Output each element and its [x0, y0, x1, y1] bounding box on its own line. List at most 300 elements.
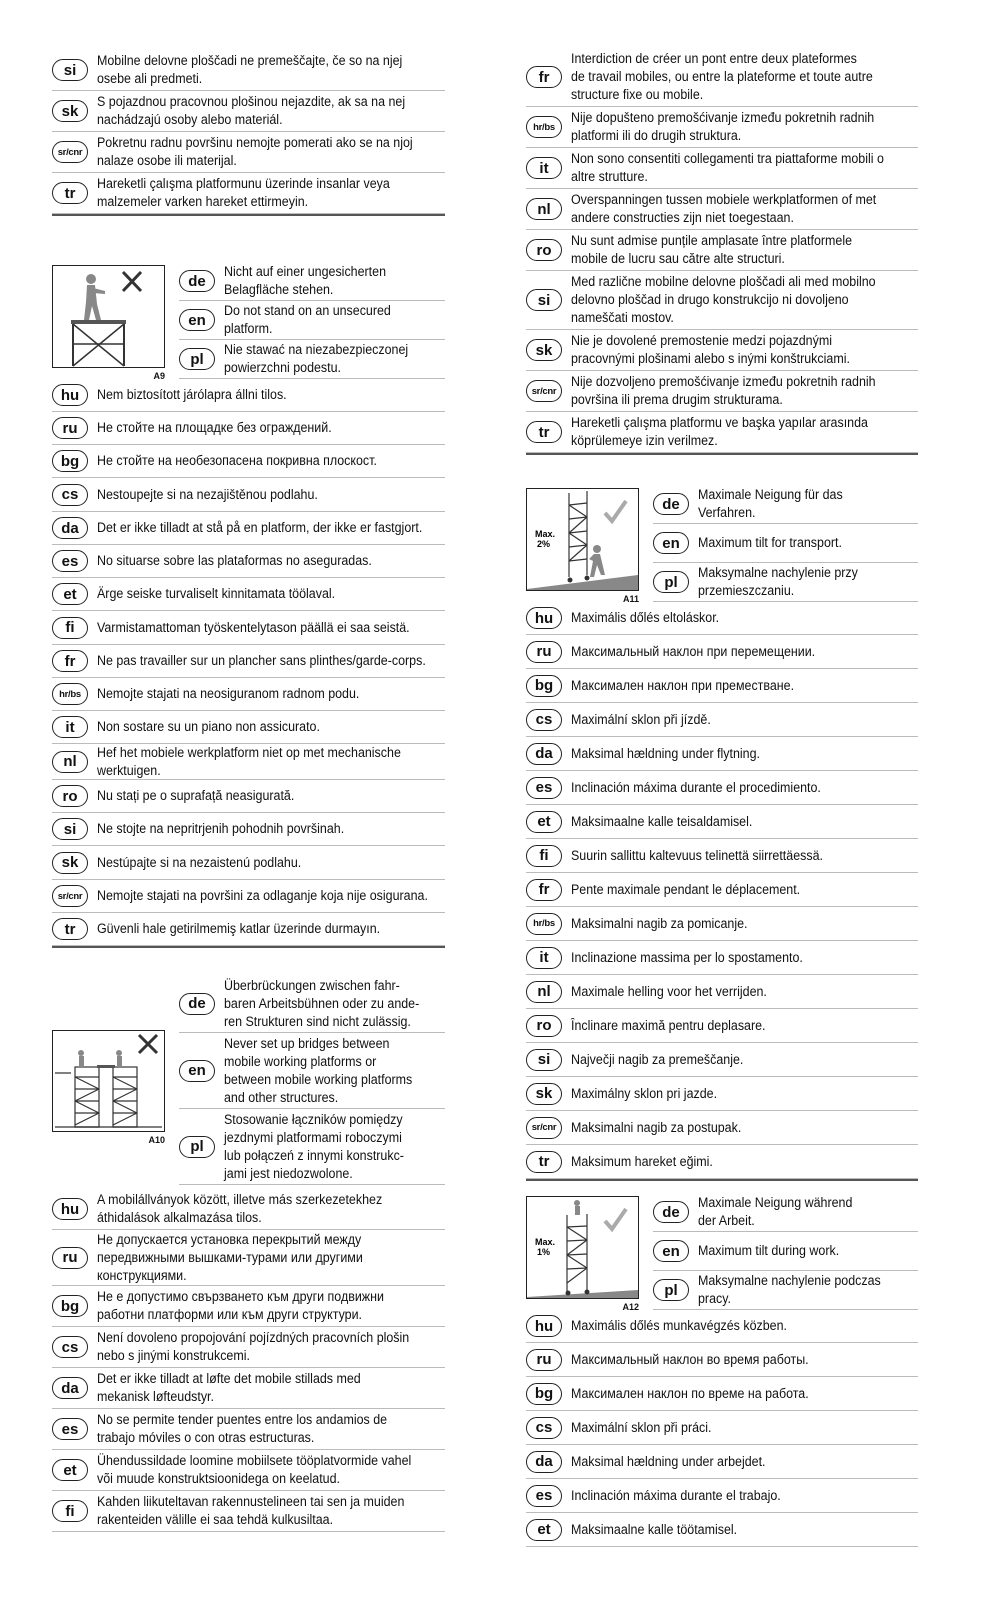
lang-row-tr: [52, 173, 445, 214]
instruction-line: Nu sunt admise punțile amplasate între platformele: [571, 233, 853, 248]
language-code-badge: ro: [526, 239, 562, 261]
instruction-text: [571, 609, 719, 627]
language-code-badge: fr: [526, 66, 562, 88]
instruction-text: [571, 150, 884, 186]
illustration-a12: [526, 1196, 639, 1312]
instruction-text: [97, 1231, 363, 1285]
instruction-line: Hareketli çalışma platformu ve başka yapılar arasında: [571, 415, 868, 430]
lang-row-sk: [52, 91, 445, 132]
instruction-line: trabajo móviles o con otras estructuras.: [97, 1430, 315, 1445]
lang-row-tr: [52, 913, 445, 946]
instruction-text: [571, 1453, 766, 1471]
lang-row-ro: [526, 1009, 918, 1043]
instruction-line: površina ili prema drugim strukturama.: [571, 392, 783, 407]
instruction-line: Maximální sklon při práci.: [571, 1419, 712, 1435]
instruction-line: Nie stawać na niezabezpieczonej: [224, 342, 409, 357]
instruction-line: Maksimaalne kalle teisaldamisel.: [571, 813, 753, 829]
instruction-line: Înclinare maximă pentru deplasare.: [571, 1017, 766, 1033]
section-divider: [52, 214, 445, 216]
lang-row-ru: [52, 1230, 445, 1286]
instruction-line: köprülemeye izin verilmez.: [571, 433, 718, 448]
instruction-line: werktuigen.: [97, 762, 161, 778]
instruction-text: [571, 847, 823, 865]
illustration-a11: [526, 488, 639, 604]
lang-row-pl: [653, 563, 918, 602]
instruction-text: [571, 983, 767, 1001]
instruction-line: Максимален наклон при преместване.: [571, 677, 795, 693]
instruction-text: [571, 949, 803, 967]
instruction-line: Kahden liikuteltavan rakennustelineen tai sen ja muiden: [97, 1494, 405, 1509]
instruction-text: [224, 1035, 412, 1107]
instruction-text: [97, 486, 318, 504]
instruction-text: [571, 1051, 743, 1069]
instruction-line: Не е допустимо свързването към други подвижни: [97, 1289, 384, 1304]
figure-id-a12: A12: [622, 1302, 639, 1312]
a11-rows: [526, 602, 918, 1181]
instruction-line: nalaze osobe ili materijal.: [97, 153, 237, 168]
instruction-text: [97, 386, 287, 404]
instruction-line: Не стойте на необезопасена покривна плоскост.: [97, 453, 377, 468]
lang-row-pl: [179, 340, 445, 379]
lang-row-de: [653, 485, 918, 524]
lang-row-sk: [526, 330, 918, 371]
language-code-badge: fi: [52, 617, 88, 639]
instruction-line: Nie je dovolené premostenie medzi pojazdnými: [571, 333, 832, 348]
max-label-a12: Max.: [535, 1237, 556, 1247]
instruction-line: Ühendussildade loomine mobiilsete tööplatvormide vahel: [97, 1453, 412, 1468]
language-code-badge: hu: [526, 1315, 562, 1337]
instruction-line: Non sono consentiti collegamenti tra piattaforme mobili o: [571, 151, 884, 166]
instruction-line: between mobile working platforms: [224, 1071, 413, 1087]
language-code-badge: bg: [526, 1383, 562, 1405]
instruction-text: [571, 1521, 737, 1539]
language-code-badge: pl: [179, 348, 215, 370]
instruction-line: Maximale Neigung während: [698, 1195, 853, 1210]
instruction-line: pracovnými plošinami alebo s inými konštrukciami.: [571, 351, 850, 366]
instruction-line: Maximale Neigung für das: [698, 487, 843, 502]
lang-row-cs: [526, 1411, 918, 1445]
instruction-line: nebo s jinými konstrukcemi.: [97, 1348, 250, 1363]
lang-row-bg: [52, 445, 445, 478]
language-code-badge: tr: [52, 918, 88, 940]
a12-rows: [526, 1310, 918, 1547]
instruction-text: [571, 50, 873, 104]
instruction-text: [571, 1351, 809, 1369]
lang-row-cs: [52, 1327, 445, 1368]
lang-row-en: [179, 301, 445, 340]
language-code-badge: nl: [52, 751, 88, 773]
lang-row-fi: [526, 839, 918, 873]
lang-row-nl: [52, 744, 445, 780]
instruction-text: [698, 564, 858, 600]
instruction-text: [97, 1493, 404, 1529]
lang-row-fr: [526, 873, 918, 907]
instruction-line: osebe ali predmeti.: [97, 71, 203, 86]
instruction-text: [571, 373, 876, 409]
instruction-line: baren Arbeitsbühnen oder zu ande-: [224, 995, 420, 1011]
instruction-line: pracy.: [698, 1291, 732, 1306]
language-code-badge: si: [526, 1049, 562, 1071]
instruction-text: [698, 1272, 881, 1308]
instruction-line: mobile working platforms or: [224, 1053, 377, 1069]
illustration-a10: [52, 1030, 165, 1145]
instruction-text: [571, 232, 852, 268]
instruction-line: Maksimalni nagib za pomicanje.: [571, 915, 748, 931]
a10-sub-list: [179, 975, 445, 1185]
lang-row-fi: [52, 611, 445, 645]
lang-row-pl: [653, 1271, 918, 1310]
instruction-text: [97, 920, 380, 938]
instruction-line: Nestúpajte si na nezaistenú podlahu.: [97, 854, 302, 870]
instruction-line: jezdnymi platformami roboczymi: [224, 1129, 402, 1145]
lang-row-et: [52, 578, 445, 611]
instruction-text: [571, 1017, 766, 1035]
instruction-text: [97, 718, 320, 736]
language-code-badge: cs: [52, 1336, 88, 1358]
language-code-badge: de: [653, 1201, 689, 1223]
instruction-line: powierzchni podestu.: [224, 360, 342, 375]
instruction-line: platformi ili do drugih struktura.: [571, 128, 742, 143]
instruction-text: [571, 1419, 712, 1437]
instruction-line: áthidalások alkalmazása tilos.: [97, 1210, 262, 1225]
lang-row-sr-cnr: [526, 1111, 918, 1145]
instruction-line: Interdiction de créer un pont entre deux plateformes: [571, 51, 857, 66]
lang-row-et: [526, 805, 918, 839]
instruction-line: Maximális dőlés eltoláskor.: [571, 610, 720, 625]
instruction-line: przemieszczaniu.: [698, 583, 795, 598]
language-code-badge: cs: [526, 709, 562, 731]
instruction-line: lub połączeń z innymi konstrukc-: [224, 1147, 404, 1163]
section-divider: [526, 453, 918, 455]
instruction-text: [571, 711, 711, 729]
instruction-text: [571, 643, 815, 661]
language-code-badge: cs: [526, 1417, 562, 1439]
instruction-text: [97, 1191, 382, 1227]
language-code-badge: pl: [653, 1279, 689, 1301]
instruction-text: [571, 677, 794, 695]
instruction-line: nachádzajú osoby alebo materiál.: [97, 112, 283, 127]
language-code-badge: it: [52, 716, 88, 738]
language-code-badge: sk: [526, 1083, 562, 1105]
figure-id-a9: A9: [153, 371, 165, 381]
lang-row-de: [179, 975, 445, 1033]
instruction-line: работни платформи или към други структури.: [97, 1307, 363, 1322]
instruction-line: Nestoupejte si na nezajištěnou podlahu.: [97, 486, 318, 502]
language-code-badge: sr/cnr: [52, 141, 88, 163]
instruction-text: [571, 915, 748, 933]
instruction-text: [97, 1452, 411, 1488]
instruction-line: передвижными вышками-турами или другими: [97, 1249, 363, 1265]
instruction-line: Do not stand on an unsecured: [224, 303, 391, 318]
language-code-badge: si: [52, 59, 88, 81]
instruction-line: Maksymalne nachylenie podczas: [698, 1273, 881, 1288]
lang-row-hr-bs: [52, 678, 445, 711]
instruction-line: Belagfläche stehen.: [224, 282, 334, 297]
lang-row-sk: [52, 846, 445, 880]
instruction-line: Nu stați pe o suprafață neasigurată.: [97, 788, 295, 803]
language-code-badge: fi: [52, 1500, 88, 1522]
instruction-text: [97, 619, 410, 637]
instruction-text: [97, 93, 405, 129]
unsecured-platform-illustration: [53, 266, 164, 367]
a9-sub-list: [179, 262, 445, 379]
instruction-text: [97, 452, 377, 470]
language-code-badge: et: [52, 583, 88, 605]
language-code-badge: fr: [52, 650, 88, 672]
instruction-text: [571, 273, 876, 327]
language-code-badge: si: [526, 289, 562, 311]
instruction-line: malzemeler varken hareket ettirmeyin.: [97, 194, 309, 209]
language-code-badge: nl: [526, 198, 562, 220]
language-code-badge: tr: [526, 1151, 562, 1173]
instruction-line: Med različne mobilne delovne ploščadi ali med mobilno: [571, 274, 876, 289]
instruction-line: Nem biztosított járólapra állni tilos.: [97, 387, 287, 402]
language-code-badge: en: [179, 309, 215, 331]
instruction-line: Hef het mobiele werkplatform niet op met mechanische: [97, 744, 401, 760]
language-code-badge: bg: [52, 450, 88, 472]
instruction-line: Nemojte stajati na neosiguranom radnom podu.: [97, 686, 360, 701]
lang-row-it: [526, 941, 918, 975]
language-code-badge: pl: [179, 1136, 215, 1158]
instruction-text: [224, 977, 419, 1031]
a12-sub-list: [653, 1193, 918, 1310]
instruction-text: [571, 1317, 787, 1335]
instruction-line: Ne stojte na nepritrjenih pohodnih površinah.: [97, 821, 345, 836]
instruction-line: Не допускается установка перекрытий между: [97, 1231, 362, 1247]
instruction-line: jami jest niedozwolone.: [224, 1165, 353, 1181]
instruction-text: [97, 820, 344, 838]
lang-row-et: [526, 1513, 918, 1547]
instruction-text: [97, 1370, 361, 1406]
illustration-a9: [52, 265, 165, 381]
lang-row-si: [526, 1043, 918, 1077]
section-divider: [52, 946, 445, 948]
language-code-badge: en: [653, 532, 689, 554]
lang-row-en: [179, 1033, 445, 1109]
lang-row-de: [653, 1193, 918, 1232]
lang-row-pl: [179, 1109, 445, 1185]
instruction-line: конструкциями.: [97, 1267, 187, 1283]
lang-row-nl: [526, 189, 918, 230]
lang-row-si: [526, 271, 918, 330]
instruction-line: Maximum tilt for transport.: [698, 535, 842, 550]
instruction-text: [571, 191, 876, 227]
instruction-text: [224, 341, 408, 377]
language-code-badge: hu: [526, 607, 562, 629]
instruction-line: Ne pas travailler sur un plancher sans plinthes/garde-corps.: [97, 653, 426, 668]
instruction-text: [97, 1411, 387, 1447]
lang-row-hr-bs: [526, 107, 918, 148]
language-code-badge: sr/cnr: [526, 1117, 562, 1139]
instruction-text: [571, 1119, 741, 1137]
a9-rows: [52, 379, 445, 948]
max-value-a12: 1%: [537, 1247, 551, 1257]
language-code-badge: it: [526, 157, 562, 179]
language-code-badge: sr/cnr: [526, 380, 562, 402]
lang-row-da: [52, 1368, 445, 1409]
instruction-text: [97, 419, 332, 437]
instruction-line: Nije dozvoljeno premošćivanje između pokretnih radnih: [571, 374, 876, 389]
instruction-text: [698, 486, 843, 522]
instruction-line: Verfahren.: [698, 505, 756, 520]
language-code-badge: ru: [526, 641, 562, 663]
tilt-transport-illustration: [527, 489, 638, 590]
instruction-text: [97, 854, 301, 872]
instruction-text: [698, 534, 842, 552]
instruction-line: mobile de lucru sau către alte structuri.: [571, 251, 785, 266]
instruction-line: Pente maximale pendant le déplacement.: [571, 881, 801, 897]
instruction-line: Inclinación máxima durante el procedimiento.: [571, 779, 821, 795]
instruction-text: [571, 779, 821, 797]
figure-id-a11: A11: [622, 594, 639, 604]
instruction-line: Максимальный наклон при перемещении.: [571, 643, 816, 659]
instruction-line: Ärge seiske turvaliselt kinnitamata töölaval.: [97, 586, 336, 601]
section-right-top: [526, 48, 918, 455]
instruction-text: [97, 1288, 384, 1324]
lang-row-sk: [526, 1077, 918, 1111]
instruction-line: rakenteiden välille ei saa tehdä kulkusiltaa.: [97, 1512, 334, 1527]
language-code-badge: it: [526, 947, 562, 969]
language-code-badge: fi: [526, 845, 562, 867]
lang-row-es: [526, 1479, 918, 1513]
language-code-badge: es: [52, 550, 88, 572]
section-left-top: [52, 50, 445, 216]
language-code-badge: bg: [526, 675, 562, 697]
instruction-line: Maksimal hældning under flytning.: [571, 745, 760, 761]
lang-row-sr-cnr: [52, 132, 445, 173]
instruction-text: [97, 1329, 409, 1365]
lang-row-bg: [52, 1286, 445, 1327]
instruction-line: altre strutture.: [571, 169, 648, 184]
language-code-badge: de: [653, 493, 689, 515]
instruction-line: Stosowanie łączników pomiędzy: [224, 1111, 403, 1127]
instruction-line: structure fixe ou mobile.: [571, 87, 704, 102]
instruction-line: No se permite tender puentes entre los andamios de: [97, 1412, 388, 1427]
language-code-badge: sk: [52, 852, 88, 874]
language-code-badge: hu: [52, 1198, 88, 1220]
instruction-line: Inclinazione massima per lo spostamento.: [571, 949, 803, 965]
instruction-text: [97, 134, 413, 170]
language-code-badge: et: [52, 1459, 88, 1481]
lang-row-si: [52, 50, 445, 91]
instruction-text: [97, 787, 294, 805]
instruction-line: platform.: [224, 321, 273, 336]
instruction-line: Non sostare su un piano non assicurato.: [97, 719, 320, 734]
max-label-a11: Max.: [535, 529, 556, 539]
instruction-text: [698, 1242, 839, 1260]
language-code-badge: ro: [526, 1015, 562, 1037]
lang-row-hr-bs: [526, 907, 918, 941]
instruction-line: või muude konstruktsioonidega on keelatud.: [97, 1471, 341, 1486]
instruction-line: Maximální sklon při jízdě.: [571, 711, 711, 727]
instruction-line: Hareketli çalışma platformunu üzerinde insanlar veya: [97, 176, 390, 191]
instruction-text: [571, 332, 850, 368]
language-code-badge: da: [52, 517, 88, 539]
instruction-text: [224, 1111, 404, 1183]
lang-row-it: [52, 711, 445, 744]
instruction-text: [571, 1085, 717, 1103]
lang-row-da: [526, 1445, 918, 1479]
language-code-badge: en: [653, 1240, 689, 1262]
language-code-badge: pl: [653, 571, 689, 593]
instruction-line: Maksimalni nagib za postupak.: [571, 1119, 742, 1135]
instruction-text: [97, 52, 402, 88]
instruction-line: Največji nagib za premeščanje.: [571, 1051, 744, 1067]
instruction-line: Varmistamattoman työskentelytason päällä ei saa seistä.: [97, 619, 410, 635]
instruction-text: [97, 744, 401, 780]
instruction-text: [97, 519, 422, 537]
lang-row-sr-cnr: [526, 371, 918, 412]
lang-row-it: [526, 148, 918, 189]
lang-row-ru: [526, 635, 918, 669]
language-code-badge: hu: [52, 384, 88, 406]
language-code-badge: fr: [526, 879, 562, 901]
language-code-badge: tr: [52, 182, 88, 204]
lang-row-hu: [526, 1310, 918, 1343]
lang-row-tr: [526, 412, 918, 453]
lang-row-et: [52, 1450, 445, 1491]
language-code-badge: hr/bs: [52, 683, 88, 705]
language-code-badge: hr/bs: [526, 116, 562, 138]
lang-row-nl: [526, 975, 918, 1009]
instruction-line: Není dovoleno propojování pojízdných pracovních plošin: [97, 1330, 410, 1345]
lang-row-hu: [526, 602, 918, 635]
language-code-badge: es: [526, 1485, 562, 1507]
lang-row-fi: [52, 1491, 445, 1532]
lang-row-ru: [526, 1343, 918, 1377]
lang-row-ro: [52, 780, 445, 813]
instruction-text: [224, 302, 391, 338]
instruction-line: andere constructies zijn niet toegestaan.: [571, 210, 794, 225]
lang-row-en: [653, 524, 918, 563]
instruction-line: Maximálny sklon pri jazde.: [571, 1085, 718, 1101]
lang-row-bg: [526, 1377, 918, 1411]
language-code-badge: nl: [526, 981, 562, 1003]
instruction-line: der Arbeit.: [698, 1213, 755, 1228]
instruction-line: and other structures.: [224, 1089, 339, 1105]
lang-row-cs: [526, 703, 918, 737]
lang-row-da: [526, 737, 918, 771]
instruction-line: Maksymalne nachylenie przy: [698, 565, 858, 580]
language-code-badge: es: [526, 777, 562, 799]
instruction-line: Maksimum hareket eğimi.: [571, 1153, 713, 1169]
lang-row-si: [52, 813, 445, 846]
instruction-line: Maksimaalne kalle töötamisel.: [571, 1521, 738, 1537]
language-code-badge: ro: [52, 785, 88, 807]
instruction-text: [571, 745, 760, 763]
instruction-text: [571, 109, 874, 145]
instruction-line: A mobilállványok között, illetve más szerkezetekhez: [97, 1192, 383, 1207]
language-code-badge: sk: [52, 100, 88, 122]
instruction-line: Максимален наклон по време на работа.: [571, 1385, 809, 1401]
instruction-line: Maximum tilt during work.: [698, 1243, 840, 1258]
section-divider: [526, 1179, 918, 1181]
instruction-line: No situarse sobre las plataformas no aseguradas.: [97, 553, 372, 568]
instruction-text: [97, 552, 372, 570]
language-code-badge: de: [179, 993, 215, 1015]
instruction-text: [571, 881, 800, 899]
instruction-text: [571, 1487, 781, 1505]
instruction-text: [97, 175, 390, 211]
lang-row-hu: [52, 379, 445, 412]
language-code-badge: en: [179, 1060, 215, 1082]
instruction-line: Überbrückungen zwischen fahr-: [224, 977, 400, 993]
lang-row-en: [653, 1232, 918, 1271]
lang-row-ro: [526, 230, 918, 271]
language-code-badge: tr: [526, 421, 562, 443]
lang-row-ru: [52, 412, 445, 445]
lang-row-tr: [526, 1145, 918, 1179]
